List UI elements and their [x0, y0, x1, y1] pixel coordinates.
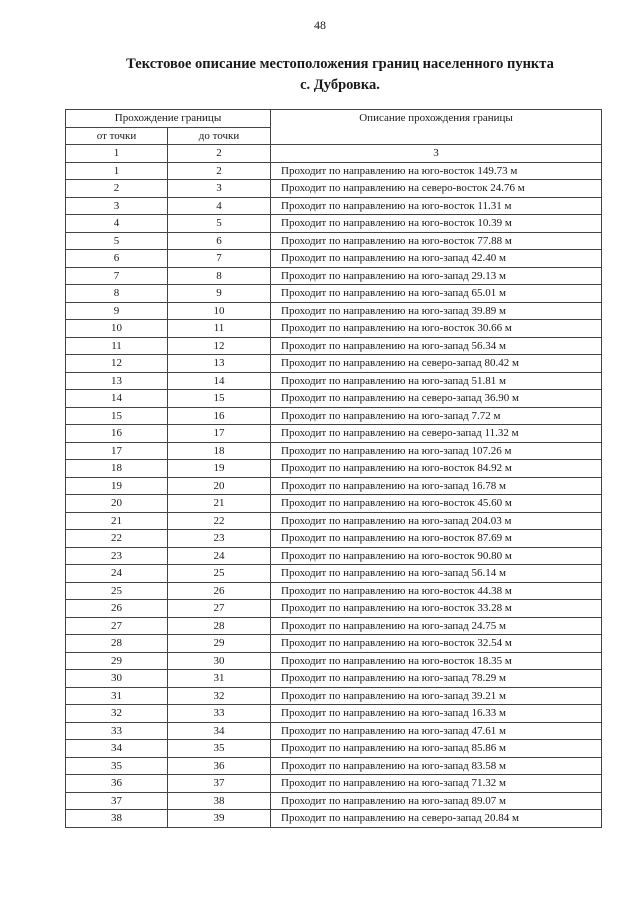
to-point-cell: 25: [168, 565, 271, 583]
description-cell: Проходит по направлению на юго-восток 44.38 м: [271, 582, 602, 600]
description-cell: Проходит по направлению на юго-восток 11.31 м: [271, 197, 602, 215]
table-row: [66, 337, 602, 355]
from-point-cell: 6: [66, 250, 168, 268]
from-point-cell: 29: [66, 652, 168, 670]
table-row: [66, 687, 602, 705]
column-number: 2: [168, 145, 271, 163]
from-point-cell: 4: [66, 215, 168, 233]
table-row: [66, 810, 602, 828]
from-point-cell: 21: [66, 512, 168, 530]
description-cell: Проходит по направлению на северо-восток 24.76 м: [271, 180, 602, 198]
to-point-cell: 13: [168, 355, 271, 373]
description-cell: Проходит по направлению на юго-восток 10.39 м: [271, 215, 602, 233]
from-point-cell: 28: [66, 635, 168, 653]
description-cell: Проходит по направлению на юго-восток 18.35 м: [271, 652, 602, 670]
table-row: [66, 757, 602, 775]
from-point-cell: 25: [66, 582, 168, 600]
description-cell: Проходит по направлению на юго-запад 56.14 м: [271, 565, 602, 583]
to-point-cell: 21: [168, 495, 271, 513]
title-line-1: Текстовое описание местоположения границ населенного пункта: [126, 56, 554, 72]
column-number: 1: [66, 145, 168, 163]
document-title: [60, 54, 620, 96]
table-row: [66, 407, 602, 425]
description-cell: Проходит по направлению на юго-запад 24.75 м: [271, 617, 602, 635]
from-point-cell: 18: [66, 460, 168, 478]
from-point-cell: 1: [66, 162, 168, 180]
description-cell: Проходит по направлению на юго-запад 47.61 м: [271, 722, 602, 740]
from-point-cell: 19: [66, 477, 168, 495]
from-point-cell: 35: [66, 757, 168, 775]
to-point-cell: 38: [168, 792, 271, 810]
from-point-cell: 5: [66, 232, 168, 250]
to-point-cell: 26: [168, 582, 271, 600]
to-point-cell: 22: [168, 512, 271, 530]
to-point-cell: 28: [168, 617, 271, 635]
from-point-cell: 13: [66, 372, 168, 390]
table-row: [66, 460, 602, 478]
from-point-cell: 33: [66, 722, 168, 740]
table-row: [66, 267, 602, 285]
description-cell: Проходит по направлению на юго-восток 149.73 м: [271, 162, 602, 180]
description-cell: Проходит по направлению на юго-запад 42.40 м: [271, 250, 602, 268]
description-cell: Проходит по направлению на юго-восток 45.60 м: [271, 495, 602, 513]
description-cell: Проходит по направлению на юго-восток 90.80 м: [271, 547, 602, 565]
to-point-cell: 19: [168, 460, 271, 478]
table-row: [66, 565, 602, 583]
from-point-cell: 2: [66, 180, 168, 198]
from-point-cell: 8: [66, 285, 168, 303]
to-point-cell: 31: [168, 670, 271, 688]
column-number-row: [66, 145, 602, 163]
table-row: [66, 705, 602, 723]
from-point-cell: 22: [66, 530, 168, 548]
description-cell: Проходит по направлению на юго-запад 85.86 м: [271, 740, 602, 758]
from-point-cell: 32: [66, 705, 168, 723]
to-point-cell: 29: [168, 635, 271, 653]
to-point-cell: 39: [168, 810, 271, 828]
table-row: [66, 512, 602, 530]
from-point-cell: 7: [66, 267, 168, 285]
table-row: [66, 180, 602, 198]
to-point-cell: 14: [168, 372, 271, 390]
table-row: [66, 652, 602, 670]
from-point-cell: 3: [66, 197, 168, 215]
table-row: [66, 425, 602, 443]
table-body: [66, 162, 602, 827]
description-cell: Проходит по направлению на юго-запад 78.29 м: [271, 670, 602, 688]
from-point-cell: 11: [66, 337, 168, 355]
description-cell: Проходит по направлению на юго-запад 16.78 м: [271, 477, 602, 495]
table-row: [66, 302, 602, 320]
to-point-cell: 10: [168, 302, 271, 320]
table-row: [66, 775, 602, 793]
to-point-cell: 16: [168, 407, 271, 425]
title-line-2: с. Дубровка.: [300, 77, 380, 93]
from-point-cell: 14: [66, 390, 168, 408]
description-cell: Проходит по направлению на юго-восток 84.92 м: [271, 460, 602, 478]
table-row: [66, 442, 602, 460]
header-from-point: от точки: [66, 127, 168, 145]
table-header: [66, 110, 602, 163]
table-row: [66, 320, 602, 338]
description-cell: Проходит по направлению на юго-восток 30.66 м: [271, 320, 602, 338]
description-cell: Проходит по направлению на северо-запад 80.42 м: [271, 355, 602, 373]
to-point-cell: 35: [168, 740, 271, 758]
table-row: [66, 215, 602, 233]
table-row: [66, 600, 602, 618]
to-point-cell: 11: [168, 320, 271, 338]
description-cell: Проходит по направлению на юго-восток 32.54 м: [271, 635, 602, 653]
table-row: [66, 582, 602, 600]
description-cell: Проходит по направлению на юго-запад 7.72 м: [271, 407, 602, 425]
table-row: [66, 740, 602, 758]
table-row: [66, 372, 602, 390]
description-cell: Проходит по направлению на юго-запад 56.34 м: [271, 337, 602, 355]
from-point-cell: 36: [66, 775, 168, 793]
table-row: [66, 635, 602, 653]
description-cell: Проходит по направлению на юго-запад 204.03 м: [271, 512, 602, 530]
to-point-cell: 15: [168, 390, 271, 408]
to-point-cell: 3: [168, 180, 271, 198]
from-point-cell: 27: [66, 617, 168, 635]
to-point-cell: 6: [168, 232, 271, 250]
from-point-cell: 24: [66, 565, 168, 583]
table-row: [66, 530, 602, 548]
description-cell: Проходит по направлению на юго-запад 107.26 м: [271, 442, 602, 460]
from-point-cell: 37: [66, 792, 168, 810]
description-cell: Проходит по направлению на юго-восток 77.88 м: [271, 232, 602, 250]
description-cell: Проходит по направлению на юго-восток 87.69 м: [271, 530, 602, 548]
to-point-cell: 23: [168, 530, 271, 548]
table-row: [66, 197, 602, 215]
table-row: [66, 617, 602, 635]
description-cell: Проходит по направлению на юго-запад 39.21 м: [271, 687, 602, 705]
description-cell: Проходит по направлению на юго-запад 71.32 м: [271, 775, 602, 793]
to-point-cell: 37: [168, 775, 271, 793]
to-point-cell: 30: [168, 652, 271, 670]
from-point-cell: 16: [66, 425, 168, 443]
to-point-cell: 5: [168, 215, 271, 233]
from-point-cell: 15: [66, 407, 168, 425]
table-row: [66, 355, 602, 373]
description-cell: Проходит по направлению на северо-запад 11.32 м: [271, 425, 602, 443]
to-point-cell: 33: [168, 705, 271, 723]
to-point-cell: 24: [168, 547, 271, 565]
from-point-cell: 23: [66, 547, 168, 565]
to-point-cell: 20: [168, 477, 271, 495]
page-number: 48: [314, 18, 326, 32]
table-row: [66, 792, 602, 810]
header-to-point: до точки: [168, 127, 271, 145]
from-point-cell: 38: [66, 810, 168, 828]
description-cell: Проходит по направлению на юго-запад 29.13 м: [271, 267, 602, 285]
table-row: [66, 162, 602, 180]
table-row: [66, 232, 602, 250]
boundary-table: [65, 109, 602, 828]
to-point-cell: 7: [168, 250, 271, 268]
to-point-cell: 2: [168, 162, 271, 180]
from-point-cell: 12: [66, 355, 168, 373]
description-cell: Проходит по направлению на юго-запад 65.01 м: [271, 285, 602, 303]
description-cell: Проходит по направлению на юго-восток 33.28 м: [271, 600, 602, 618]
description-cell: Проходит по направлению на юго-запад 51.81 м: [271, 372, 602, 390]
table-row: [66, 495, 602, 513]
to-point-cell: 4: [168, 197, 271, 215]
from-point-cell: 34: [66, 740, 168, 758]
description-cell: Проходит по направлению на юго-запад 16.33 м: [271, 705, 602, 723]
header-boundary-passage: Прохождение границы: [66, 110, 271, 128]
description-cell: Проходит по направлению на юго-запад 39.89 м: [271, 302, 602, 320]
from-point-cell: 17: [66, 442, 168, 460]
from-point-cell: 9: [66, 302, 168, 320]
from-point-cell: 20: [66, 495, 168, 513]
table-row: [66, 390, 602, 408]
to-point-cell: 27: [168, 600, 271, 618]
description-cell: Проходит по направлению на северо-запад 36.90 м: [271, 390, 602, 408]
to-point-cell: 18: [168, 442, 271, 460]
table-row: [66, 285, 602, 303]
from-point-cell: 26: [66, 600, 168, 618]
header-description: Описание прохождения границы: [271, 110, 602, 145]
from-point-cell: 31: [66, 687, 168, 705]
from-point-cell: 30: [66, 670, 168, 688]
table-row: [66, 547, 602, 565]
from-point-cell: 10: [66, 320, 168, 338]
to-point-cell: 36: [168, 757, 271, 775]
table-row: [66, 722, 602, 740]
column-number: 3: [271, 145, 602, 163]
table-row: [66, 250, 602, 268]
table-row: [66, 670, 602, 688]
to-point-cell: 8: [168, 267, 271, 285]
to-point-cell: 17: [168, 425, 271, 443]
to-point-cell: 32: [168, 687, 271, 705]
description-cell: Проходит по направлению на северо-запад 20.84 м: [271, 810, 602, 828]
description-cell: Проходит по направлению на юго-запад 83.58 м: [271, 757, 602, 775]
to-point-cell: 9: [168, 285, 271, 303]
to-point-cell: 12: [168, 337, 271, 355]
description-cell: Проходит по направлению на юго-запад 89.07 м: [271, 792, 602, 810]
table-row: [66, 477, 602, 495]
to-point-cell: 34: [168, 722, 271, 740]
